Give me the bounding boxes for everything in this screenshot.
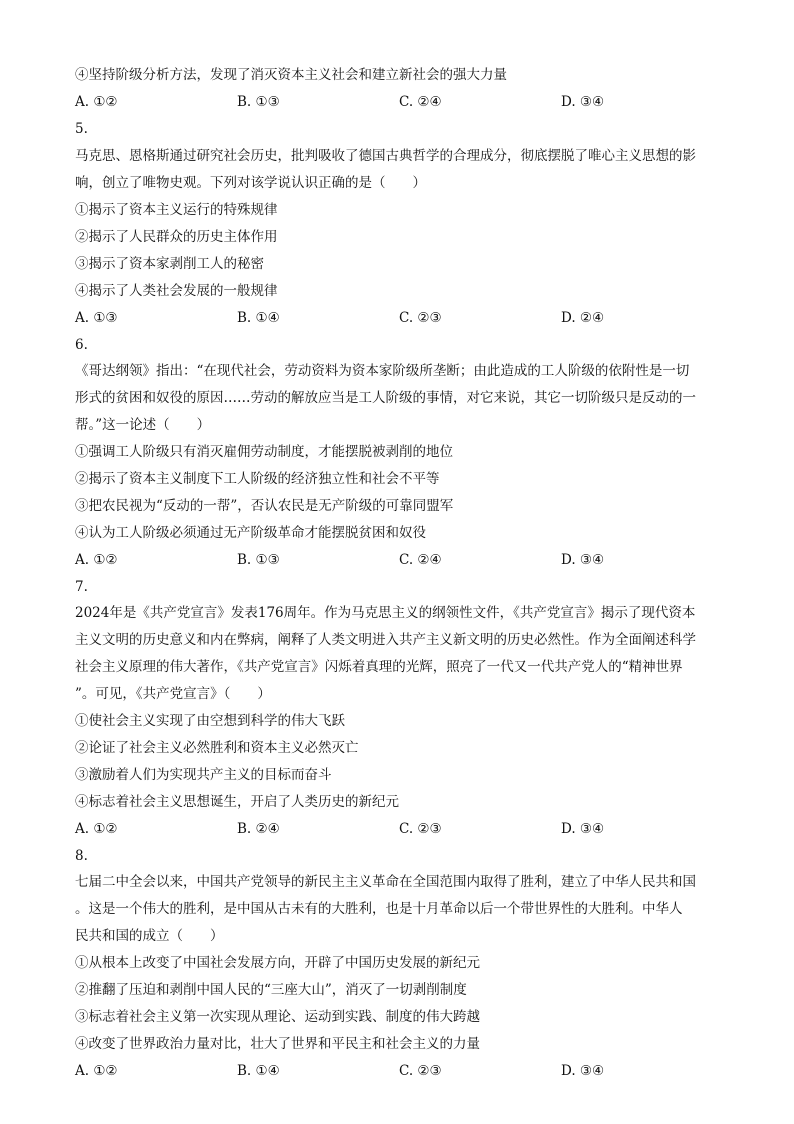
q7-statement-3: ③激励着人们为实现共产主义的目标而奋斗 xyxy=(75,767,332,783)
q8-statement-4: ④改变了世界政治力量对比，壮大了世界和平民主和社会主义的力量 xyxy=(75,1036,480,1052)
q8-options xyxy=(75,1062,725,1080)
q7-stem-line-4: ”。可见，《共产党宣言》（ ） xyxy=(75,686,271,702)
q5-stem-line-1: 马克思、恩格斯通过研究社会历史，批判吸收了德国古典哲学的合理成分，彻底摆脱了唯心主义思想的影 xyxy=(75,148,696,164)
q4-statement-4: ④坚持阶级分析方法，发现了消灭资本主义社会和建立新社会的强大力量 xyxy=(75,67,507,83)
q8-stem-line-1: 七届二中全会以来，中国共产党领导的新民主主义革命在全国范围内取得了胜利，建立了中华人民共和国 xyxy=(75,874,696,890)
q7-option-c[interactable]: C. ②③ xyxy=(399,821,442,837)
q8-statement-2: ②推翻了压迫和剥削中国人民的“三座大山”，消灭了一切剥削制度 xyxy=(75,982,467,998)
q7-statement-2: ②论证了社会主义必然胜利和资本主义必然灭亡 xyxy=(75,740,359,756)
q8-option-d[interactable]: D. ③④ xyxy=(561,1063,605,1079)
q7-option-a[interactable]: A. ①② xyxy=(75,821,118,837)
q5-option-d[interactable]: D. ②④ xyxy=(561,310,605,326)
q4-option-a[interactable]: A. ①② xyxy=(75,94,118,110)
q7-option-d[interactable]: D. ③④ xyxy=(561,821,605,837)
q7-stem-line-1: 2024年是《共产党宣言》发表176周年。作为马克思主义的纲领性文件，《共产党宣言》揭示了现代资本 xyxy=(75,605,696,621)
q8-statement-3: ③标志着社会主义第一次实现从理论、运动到实践、制度的伟大跨越 xyxy=(75,1009,480,1025)
q8-stem-line-3: 民共和国的成立（ ） xyxy=(75,928,224,944)
q5-statement-3: ③揭示了资本家剥削工人的秘密 xyxy=(75,256,264,272)
q4-option-b[interactable]: B. ①③ xyxy=(237,94,280,110)
q6-option-c[interactable]: C. ②④ xyxy=(399,552,442,568)
q5-option-c[interactable]: C. ②③ xyxy=(399,310,442,326)
q6-options xyxy=(75,551,725,569)
q5-stem-line-2: 响，创立了唯物史观。下列对该学说认识正确的是（ ） xyxy=(75,175,426,191)
q5-number: 5. xyxy=(75,121,88,137)
q6-number: 6. xyxy=(75,337,88,353)
q6-statement-4: ④认为工人阶级必须通过无产阶级革命才能摆脱贫困和奴役 xyxy=(75,525,426,541)
q8-number: 8. xyxy=(75,848,88,864)
q8-statement-1: ①从根本上改变了中国社会发展方向，开辟了中国历史发展的新纪元 xyxy=(75,955,480,971)
q7-statement-1: ①使社会主义实现了由空想到科学的伟大飞跃 xyxy=(75,713,345,729)
q5-statement-4: ④揭示了人类社会发展的一般规律 xyxy=(75,283,278,299)
q6-option-d[interactable]: D. ③④ xyxy=(561,552,605,568)
q7-number: 7. xyxy=(75,579,88,595)
q7-options xyxy=(75,820,725,838)
q5-options xyxy=(75,309,725,327)
q7-statement-4: ④标志着社会主义思想诞生，开启了人类历史的新纪元 xyxy=(75,794,399,810)
q6-stem-line-2: 形式的贫困和奴役的原因……劳动的解放应当是工人阶级的事情，对它来说，其它一切阶级只是反动的一 xyxy=(75,390,696,406)
q6-stem-line-3: 帮。”这一论述（ ） xyxy=(75,417,211,433)
q4-option-c[interactable]: C. ②④ xyxy=(399,94,442,110)
q6-option-b[interactable]: B. ①③ xyxy=(237,552,280,568)
q6-option-a[interactable]: A. ①② xyxy=(75,552,118,568)
q6-statement-2: ②揭示了资本主义制度下工人阶级的经济独立性和社会不平等 xyxy=(75,471,440,487)
q5-option-b[interactable]: B. ①④ xyxy=(237,310,280,326)
q6-stem-line-1: 《哥达纲领》指出：“在现代社会，劳动资料为资本家阶级所垄断；由此造成的工人阶级的依附性是一切 xyxy=(75,363,690,379)
q7-stem-line-2: 主义文明的历史意义和内在弊病，阐释了人类文明进入共产主义新文明的历史必然性。作为全面阐述科学 xyxy=(75,632,696,648)
q7-option-b[interactable]: B. ②④ xyxy=(237,821,280,837)
q6-statement-1: ①强调工人阶级只有消灭雇佣劳动制度，才能摆脱被剥削的地位 xyxy=(75,444,453,460)
q8-stem-line-2: 。这是一个伟大的胜利，是中国从古未有的大胜利，也是十月革命以后一个带世界性的大胜利。中华人 xyxy=(75,901,683,917)
q5-statement-2: ②揭示了人民群众的历史主体作用 xyxy=(75,229,278,245)
q4-option-d[interactable]: D. ③④ xyxy=(561,94,605,110)
q4-options xyxy=(75,93,725,111)
q8-option-c[interactable]: C. ②③ xyxy=(399,1063,442,1079)
q7-stem-line-3: 社会主义原理的伟大著作，《共产党宣言》闪烁着真理的光辉，照亮了一代又一代共产党人的“精神世界 xyxy=(75,659,683,675)
q6-statement-3: ③把农民视为“反动的一帮”，否认农民是无产阶级的可靠同盟军 xyxy=(75,498,454,514)
q8-option-a[interactable]: A. ①② xyxy=(75,1063,118,1079)
q5-statement-1: ①揭示了资本主义运行的特殊规律 xyxy=(75,202,278,218)
q8-option-b[interactable]: B. ①④ xyxy=(237,1063,280,1079)
q5-option-a[interactable]: A. ①③ xyxy=(75,310,118,326)
